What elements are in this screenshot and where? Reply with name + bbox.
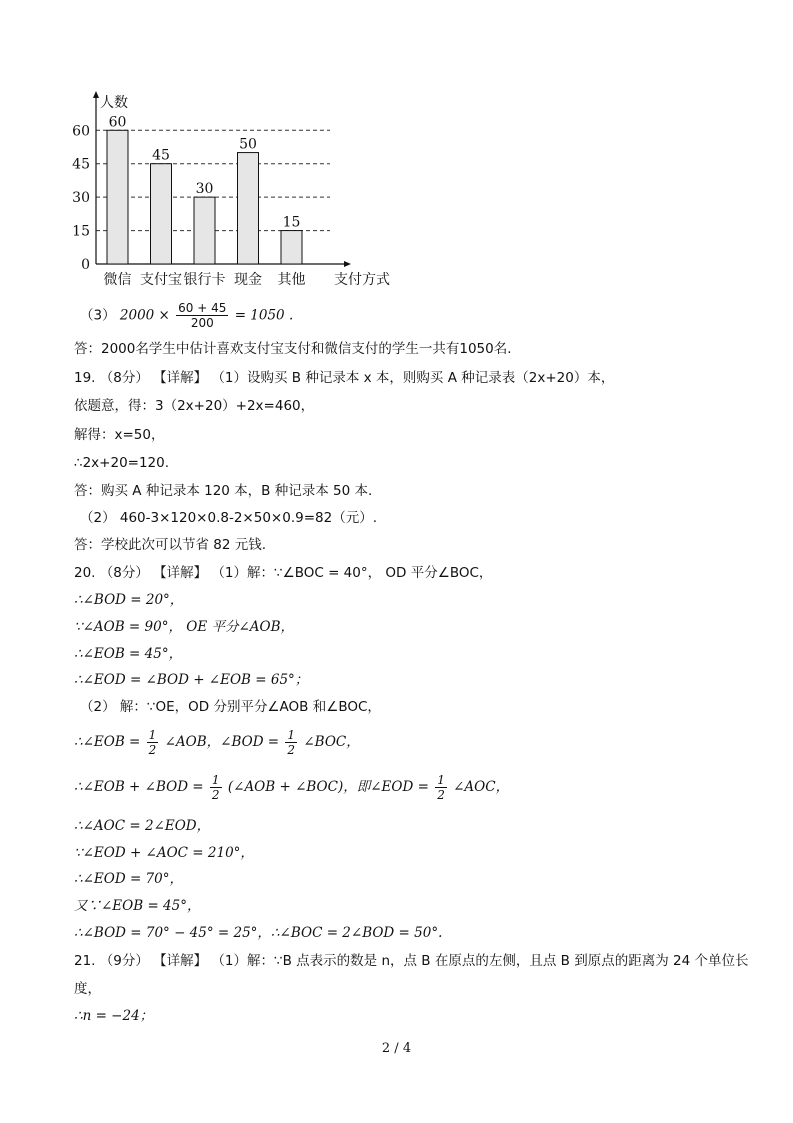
fraction-numerator: 1 bbox=[287, 728, 296, 742]
fraction-denominator: 2 bbox=[437, 788, 445, 802]
q19-heading: 19. （8分） 【详解】 （1）设购买 B 种记录本 x 本，则购买 A 种记录表（2x+20）本， bbox=[74, 370, 615, 386]
q20-heading: 20. （8分） 【详解】 （1）解：∵∠BOC = 40°， OD 平分∠BOC， bbox=[74, 565, 493, 581]
part3-line bbox=[80, 301, 293, 330]
part3-post: = 1050 . bbox=[234, 307, 294, 324]
bar bbox=[194, 197, 215, 264]
y-axis-arrow bbox=[93, 91, 99, 98]
q20-step-10: 又∵∠EOB = 45°， bbox=[74, 898, 201, 914]
fraction-numerator: 1 bbox=[211, 773, 220, 787]
q20-step-5 bbox=[74, 728, 360, 757]
q20-step-2: ∵∠AOB = 90°， OE 平分∠AOB， bbox=[74, 619, 295, 635]
fraction-denominator: 2 bbox=[211, 788, 220, 802]
fraction-numerator: 1 bbox=[437, 773, 445, 787]
q19-part2: （2） 460-3×120×0.8-2×50×0.9=82（元）. bbox=[80, 510, 377, 526]
x-axis-label: 支付方式 bbox=[334, 272, 390, 288]
q19-equation: 依题意，得：3（2x+20）+2x=460， bbox=[74, 398, 315, 414]
fraction-denominator: 2 bbox=[148, 743, 157, 757]
fraction-denominator: 2 bbox=[287, 743, 296, 757]
q20-part2: （2） 解：∵OE，OD 分别平分∠AOB 和∠BOC， bbox=[80, 699, 381, 715]
bar bbox=[281, 231, 302, 264]
bar bbox=[151, 164, 172, 264]
q20-step-5c: ∠BOC， bbox=[303, 734, 360, 750]
data-label: 60 bbox=[108, 114, 127, 131]
x-axis-arrow bbox=[344, 261, 351, 267]
half-fraction-3 bbox=[210, 773, 222, 802]
part3-prefix: （3） bbox=[80, 307, 116, 324]
q19-solution: 解得：x=50， bbox=[74, 427, 165, 443]
y-axis-label: 人数 bbox=[100, 95, 128, 111]
page-number: 2 / 4 bbox=[381, 1041, 412, 1056]
data-label: 50 bbox=[239, 136, 257, 153]
q20-step-6a: ∴∠EOB + ∠BOD = bbox=[74, 779, 204, 795]
q19-answer-1: 答：购买 A 种记录本 120 本，B 种记录本 50 本. bbox=[74, 483, 373, 499]
bar bbox=[238, 153, 259, 264]
q21-step-1: ∴n = −24； bbox=[74, 1008, 154, 1024]
chart-svg bbox=[70, 88, 390, 298]
bar bbox=[107, 130, 128, 264]
q20-step-9: ∴∠EOD = 70°， bbox=[74, 871, 183, 887]
q20-step-5b: ∠AOB，∠BOD = bbox=[164, 734, 280, 750]
bar-chart bbox=[70, 88, 390, 298]
q21-heading: 21. （9分） 【详解】 （1）解：∵B 点表示的数是 n，点 B 在原点的左侧，且点 B 到原点的距离为 24 个单位长 bbox=[74, 953, 749, 969]
half-fraction-2 bbox=[285, 728, 297, 757]
y-tick-label: 45 bbox=[72, 156, 90, 173]
q20-step-3: ∴∠EOB = 45°， bbox=[74, 646, 183, 662]
q20-step-4: ∴∠EOD = ∠BOD + ∠EOB = 65°； bbox=[74, 672, 309, 688]
part3-pre: 2000 × bbox=[119, 307, 170, 324]
category-label: 银行卡 bbox=[183, 272, 226, 288]
q21-continuation: 度， bbox=[74, 981, 101, 997]
q20-step-5a: ∴∠EOB = bbox=[74, 734, 141, 750]
data-label: 15 bbox=[282, 214, 301, 231]
half-fraction-4 bbox=[435, 773, 447, 802]
q20-step-7: ∴∠AOC = 2∠EOD， bbox=[74, 818, 211, 834]
category-label: 其他 bbox=[277, 272, 306, 288]
q20-step-6b: (∠AOB + ∠BOC)，即∠EOD = bbox=[227, 779, 429, 795]
q20-step-6 bbox=[74, 773, 509, 802]
y-tick-label: 15 bbox=[72, 223, 90, 240]
q19-answer-2: 答：学校此次可以节省 82 元钱. bbox=[74, 537, 267, 553]
data-label: 30 bbox=[195, 181, 214, 198]
data-label: 45 bbox=[152, 147, 170, 164]
answer-18: 答：2000名学生中估计喜欢支付宝支付和微信支付的学生一共有1050名. bbox=[74, 341, 512, 357]
fraction-numerator: 1 bbox=[148, 728, 157, 742]
q19-result: ∴2x+20=120. bbox=[74, 455, 170, 471]
part3-numerator: 60 + 45 bbox=[178, 301, 227, 315]
q20-step-6c: ∠AOC， bbox=[453, 779, 510, 795]
category-label: 现金 bbox=[234, 272, 262, 288]
half-fraction-1 bbox=[147, 728, 159, 757]
part3-fraction bbox=[176, 301, 228, 330]
category-label: 支付宝 bbox=[140, 272, 182, 288]
y-tick-label: 60 bbox=[72, 123, 90, 140]
part3-denominator: 200 bbox=[190, 316, 214, 330]
category-label: 微信 bbox=[103, 272, 132, 288]
q20-step-11: ∴∠BOD = 70° − 45° = 25°，∴∠BOC = 2∠BOD = 50°. bbox=[74, 925, 443, 941]
y-tick-label: 0 bbox=[81, 257, 90, 273]
y-tick-label: 30 bbox=[72, 190, 90, 207]
q20-step-8: ∵∠EOD + ∠AOC = 210°， bbox=[74, 845, 254, 861]
q20-step-1: ∴∠BOD = 20°， bbox=[74, 592, 184, 608]
